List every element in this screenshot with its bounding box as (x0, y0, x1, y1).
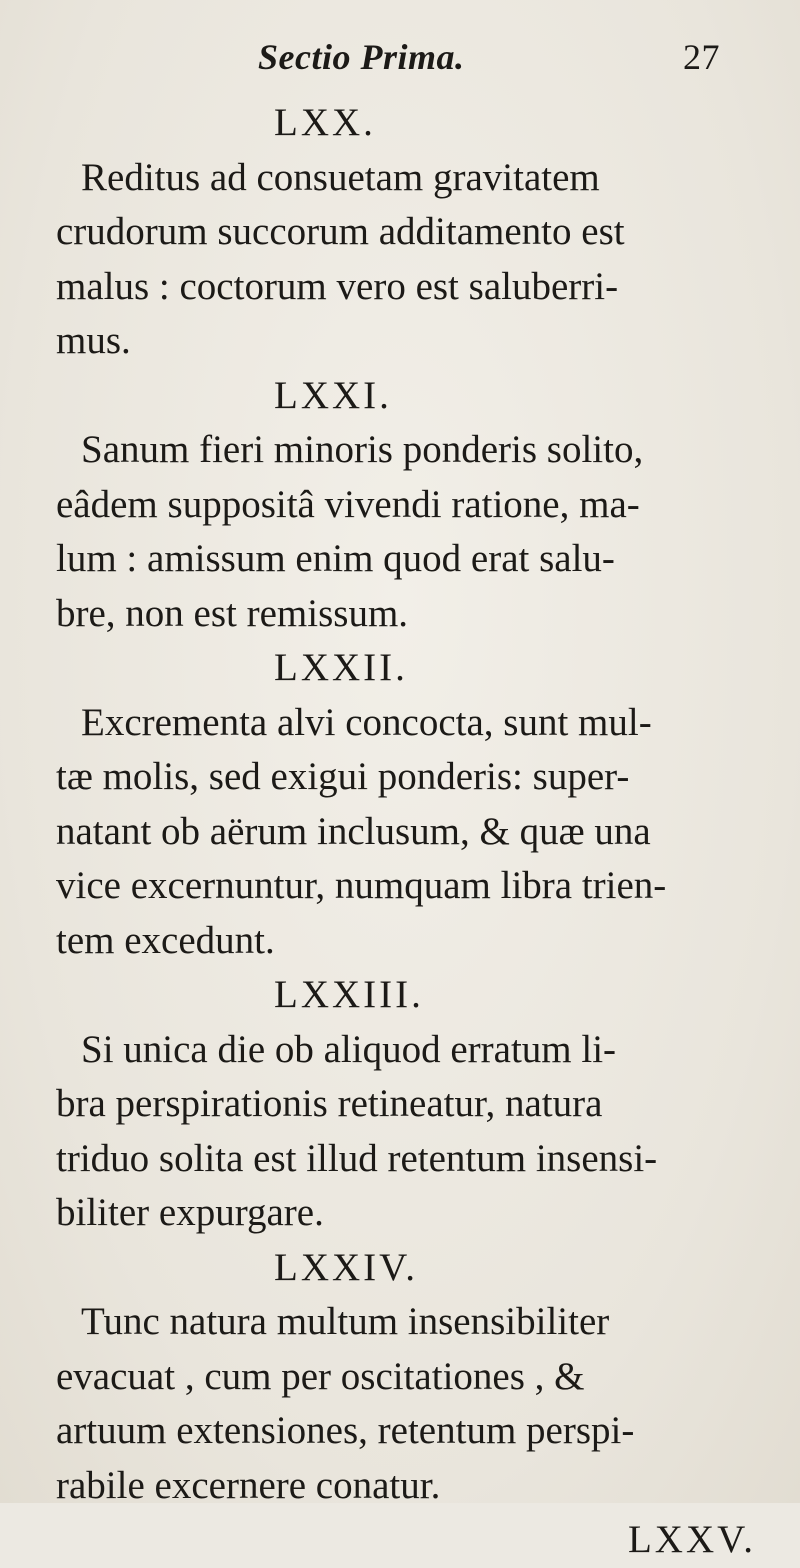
text-body (56, 96, 766, 1568)
text-line: crudorum succorum additamento est (56, 210, 625, 253)
text-line: evacuat , cum per oscitationes , & (56, 1354, 585, 1398)
catchword: LXXV. (627, 1518, 756, 1561)
text-line: Tunc natura multum insensibiliter (81, 1300, 610, 1343)
text-line: mus. (56, 319, 131, 362)
text-line: Excrementa alvi concocta, sunt mul- (81, 700, 652, 744)
text-line: vice excernuntur, numquam libra trien- (56, 864, 667, 907)
text-line: eâdem suppositâ vivendi ratione, ma- (56, 482, 640, 526)
text-line: bra perspirationis retineatur, natura (56, 1082, 603, 1125)
text-line: natant ob aërum inclusum, & quæ una (56, 809, 651, 853)
aphorism-number: LXXII. (274, 646, 408, 689)
running-header (258, 36, 720, 78)
text-line: triduo solita est illud retentum insensi- (56, 1136, 658, 1180)
aphorism-71 (56, 369, 766, 642)
text-line: rabile excernere conatur. (56, 1463, 441, 1507)
aphorism-72 (56, 641, 766, 968)
text-line: tæ molis, sed exigui ponderis: super- (56, 755, 630, 798)
aphorism-number: LXXI. (274, 373, 392, 417)
text-line: biliter expurgare. (56, 1191, 324, 1234)
text-line: lum : amissum enim quod erat salu- (56, 537, 615, 580)
section-title: Sectio Prima. (258, 37, 465, 77)
text-line: tem excedunt. (56, 918, 275, 962)
aphorism-70 (56, 96, 766, 369)
text-line: artuum extensiones, retentum perspi- (56, 1409, 635, 1452)
aphorism-73 (56, 968, 766, 1241)
page-number: 27 (683, 37, 720, 77)
text-line: malus : coctorum vero est saluberri- (56, 264, 619, 308)
aphorism-74 (56, 1241, 766, 1514)
text-line: Sanum fieri minoris ponderis solito, (81, 428, 644, 471)
text-line: Reditus ad consuetam gravitatem (81, 155, 600, 199)
text-line: Si unica die ob aliquod erratum li- (81, 1027, 617, 1071)
aphorism-number: LXXIII. (274, 973, 424, 1016)
aphorism-number: LXXIV. (274, 1245, 419, 1289)
text-line: bre, non est remissum. (56, 591, 409, 635)
aphorism-number: LXX. (274, 101, 376, 144)
